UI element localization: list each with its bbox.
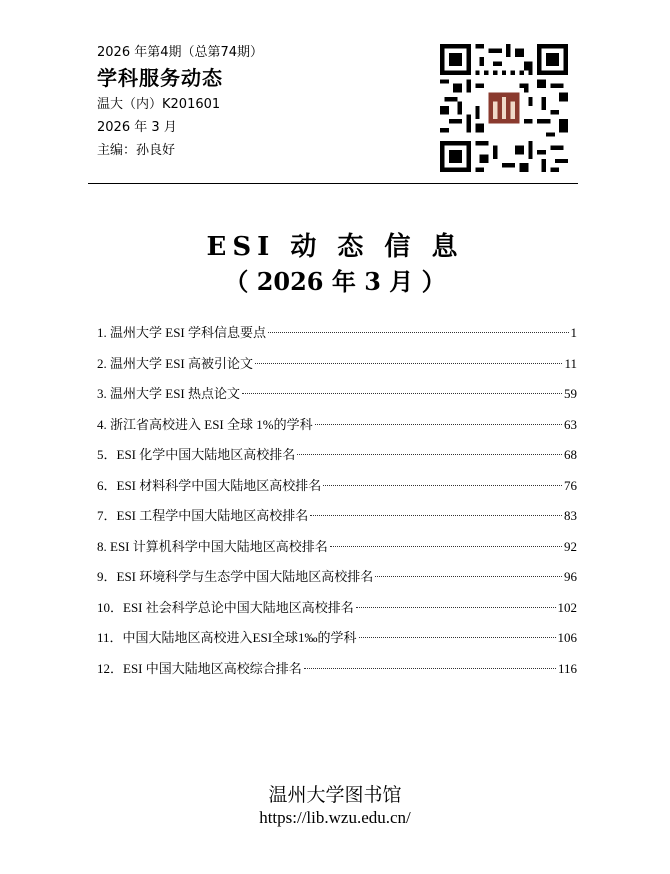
toc-item[interactable]: [97, 475, 577, 506]
document-subtitle: （ 2026 年 3 月 ）: [224, 267, 446, 296]
toc-leader: [330, 546, 562, 547]
toc-item[interactable]: [97, 505, 577, 536]
toc-item[interactable]: [97, 536, 577, 567]
toc-item-page: 11: [564, 355, 577, 371]
toc-item[interactable]: [97, 566, 577, 597]
qr-code-icon[interactable]: [440, 44, 568, 172]
toc-item-label: 5．ESI 化学中国大陆地区高校排名: [97, 447, 296, 462]
toc-item[interactable]: [97, 353, 577, 384]
toc-item[interactable]: [97, 383, 577, 414]
toc-leader: [297, 454, 562, 455]
toc-item-label: 4. 浙江省高校进入 ESI 全球 1%的学科: [97, 416, 313, 432]
toc-leader: [356, 607, 556, 608]
toc-item-label: 6．ESI 材料科学中国大陆地区高校排名: [97, 477, 322, 493]
toc-leader: [315, 424, 562, 425]
toc-leader: [375, 576, 562, 577]
library-name: 温州大学图书馆: [268, 784, 402, 806]
toc-item-label: 10．ESI 社会科学总论中国大陆地区高校排名: [97, 599, 354, 615]
toc-item-page: 63: [564, 416, 577, 432]
toc-leader: [268, 332, 568, 333]
editor: 主编：孙良好: [97, 143, 176, 158]
toc-item-page: 96: [564, 569, 577, 584]
header-info: [97, 44, 263, 165]
library-url-link[interactable]: https://lib.wzu.edu.cn/: [259, 808, 411, 827]
toc-item-page: 116: [557, 660, 577, 676]
toc-item-label: 9．ESI 环境科学与生态学中国大陆地区高校排名: [97, 569, 374, 584]
toc-leader: [255, 363, 562, 364]
toc-leader: [323, 485, 562, 486]
toc-item-label: 12．ESI 中国大陆地区高校综合排名: [97, 660, 302, 676]
toc-item-page: 1: [570, 325, 577, 340]
internal-id: 温大（内）K201601: [97, 97, 221, 112]
publication-title: 学科服务动态: [97, 66, 223, 90]
toc-item-label: 7．ESI 工程学中国大陆地区高校排名: [97, 508, 309, 523]
toc-item[interactable]: [97, 444, 577, 475]
toc-item-label: 11．中国大陆地区高校进入ESI全球1‰的学科: [97, 630, 357, 645]
toc-item[interactable]: [97, 658, 577, 689]
toc-leader: [310, 515, 562, 516]
toc-item[interactable]: [97, 322, 577, 353]
table-of-contents: [97, 322, 577, 688]
toc-leader: [359, 637, 556, 638]
toc-item-page: 106: [557, 630, 577, 645]
toc-item-page: 92: [564, 538, 577, 554]
toc-item-label: 3. 温州大学 ESI 热点论文: [97, 386, 241, 401]
toc-leader: [242, 393, 562, 394]
document-title: ESI 动 态 信 息: [206, 232, 464, 262]
toc-leader: [304, 668, 556, 669]
toc-item[interactable]: [97, 627, 577, 658]
toc-item-label: 8. ESI 计算机科学中国大陆地区高校排名: [97, 538, 328, 554]
toc-item-page: 83: [564, 508, 577, 523]
toc-item-page: 102: [557, 599, 577, 615]
toc-item-label: 1. 温州大学 ESI 学科信息要点: [97, 325, 267, 340]
toc-item-label: 2. 温州大学 ESI 高被引论文: [97, 355, 254, 371]
toc-item[interactable]: [97, 414, 577, 445]
publication-date: 2026 年 3 月: [97, 120, 177, 135]
header-divider: [88, 183, 578, 184]
issue-number: 2026 年第4期（总第74期）: [97, 45, 264, 60]
toc-item-page: 68: [564, 447, 577, 462]
toc-item[interactable]: [97, 597, 577, 628]
toc-item-page: 59: [564, 386, 577, 401]
toc-item-page: 76: [564, 477, 577, 493]
